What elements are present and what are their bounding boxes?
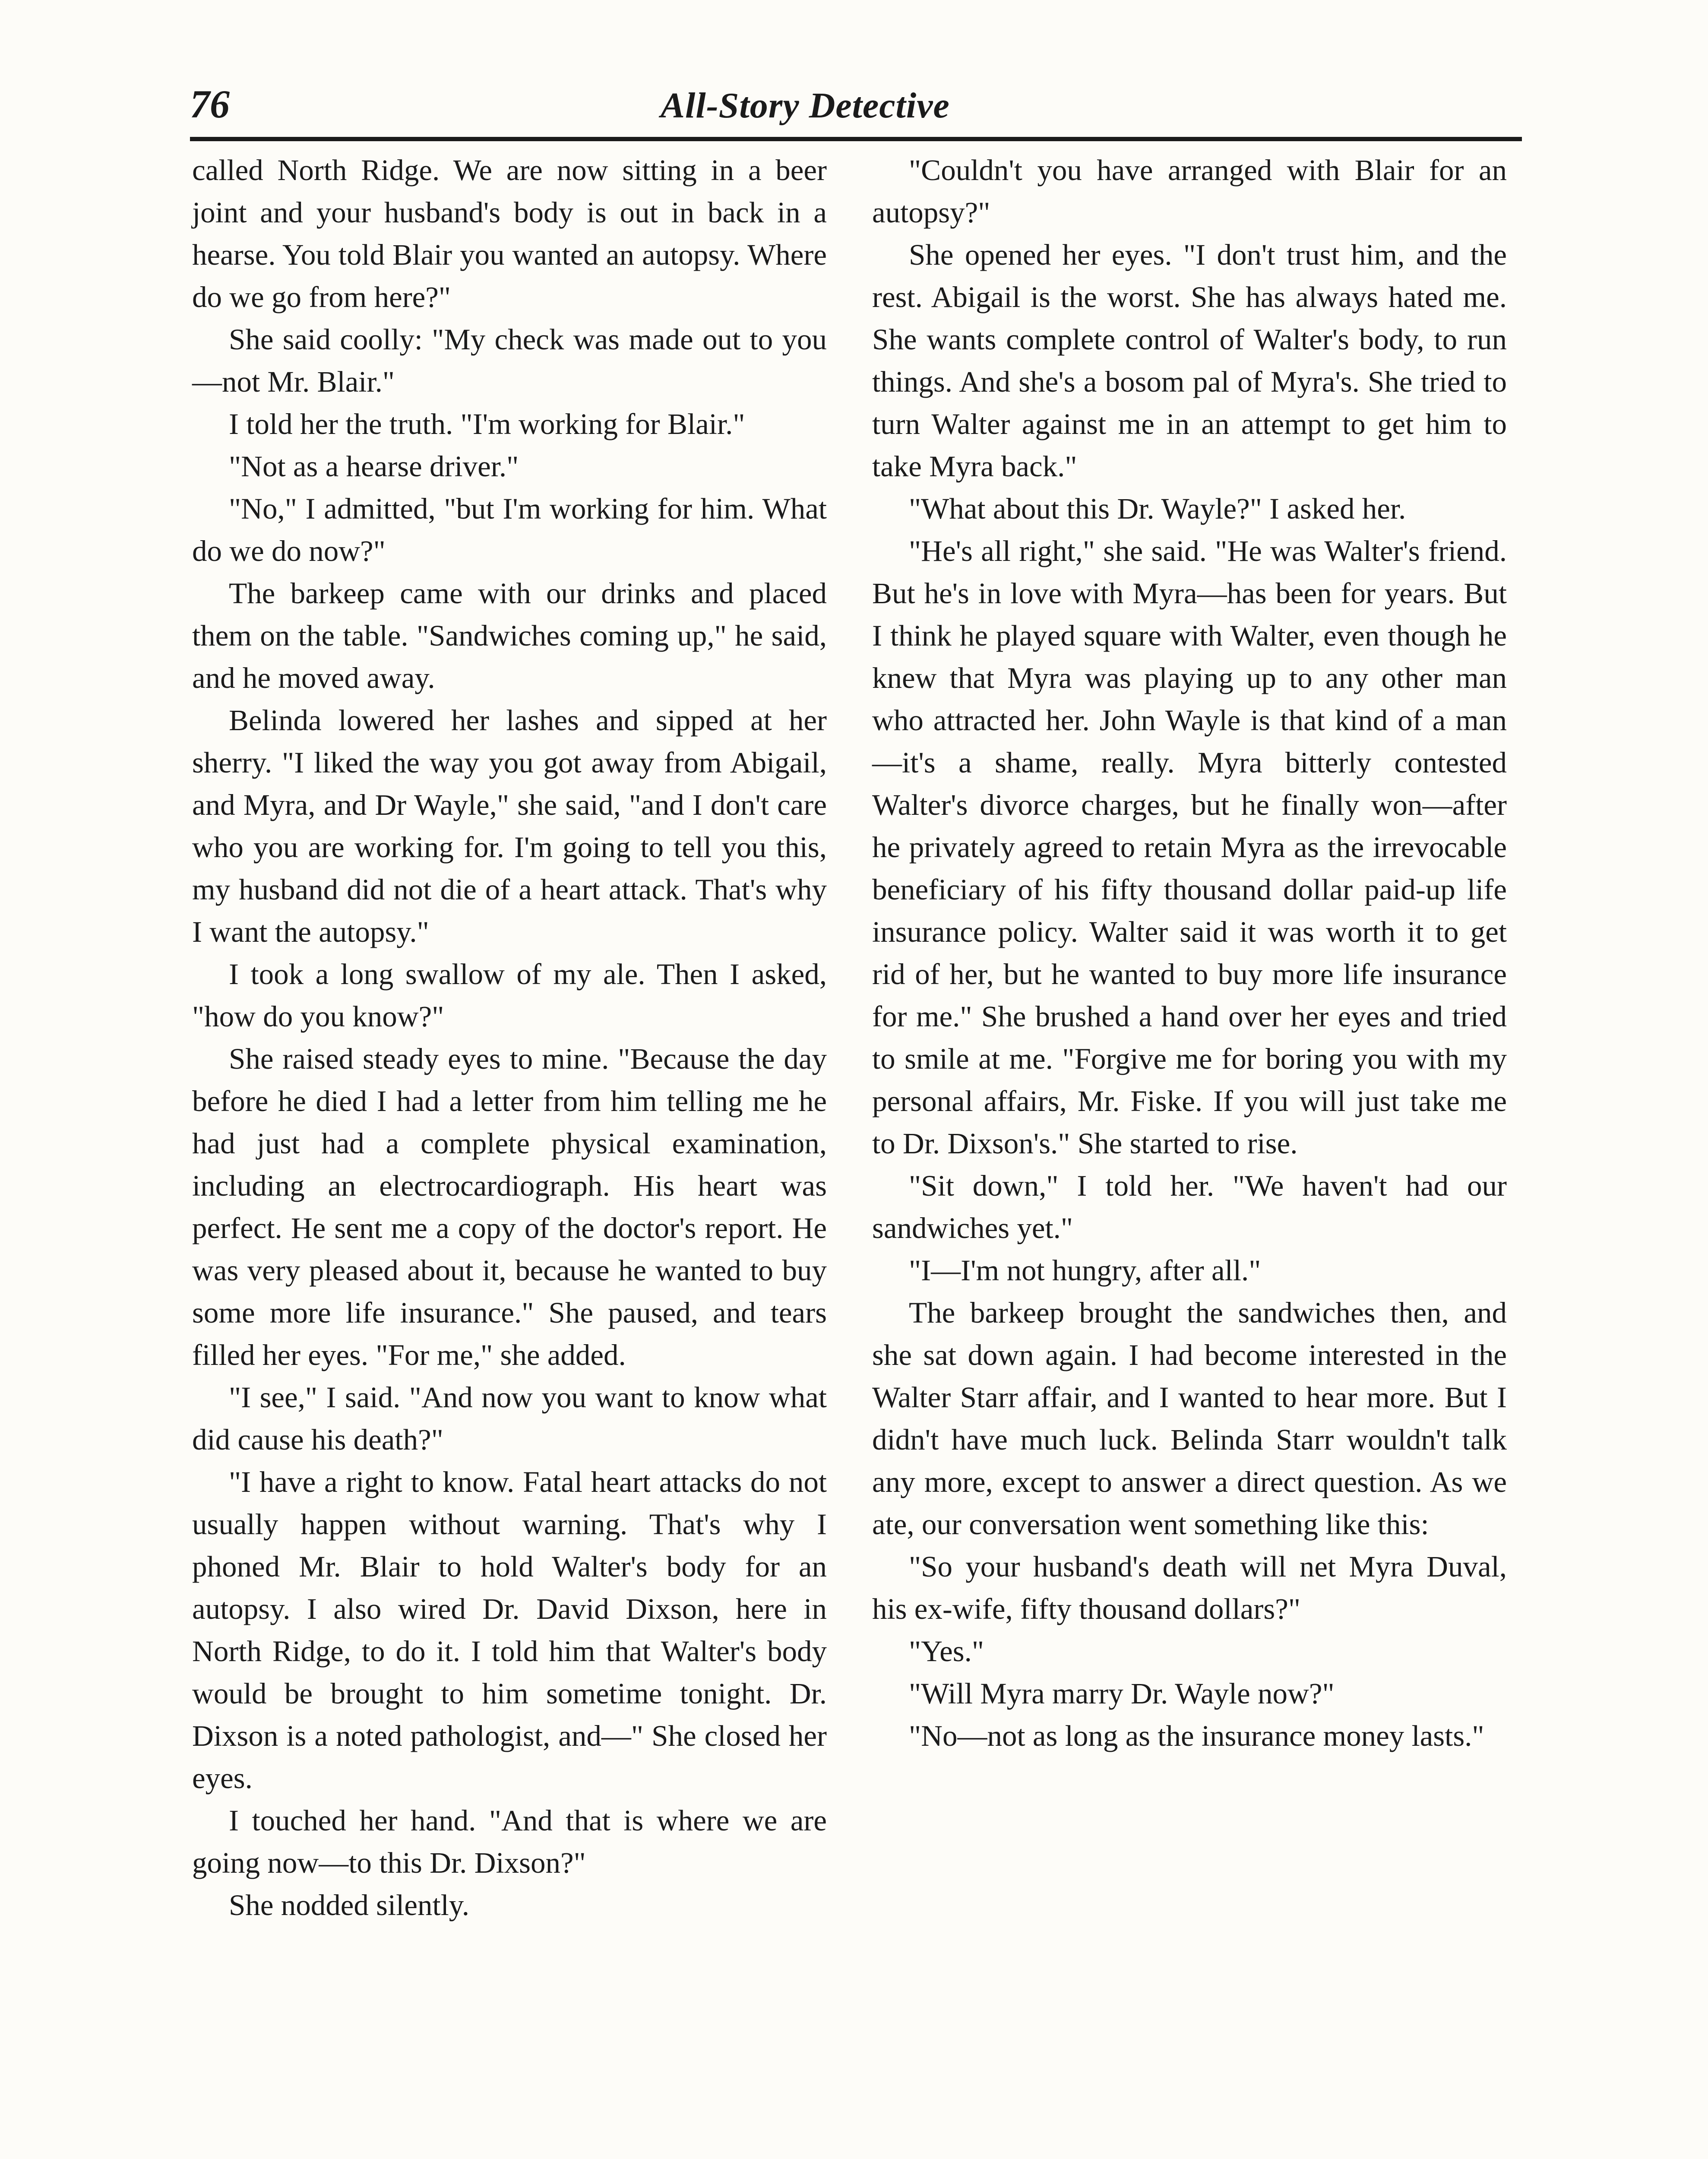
paragraph: Belinda lowered her lashes and sipped at her sherry. "I liked the way you got away from Abigail, and Myra, and Dr Wayle," she said, "and I don't care who you are working for. I'm going to tell you this, my husband did not die of a heart attack. That's why I want the autopsy." [192, 704, 827, 948]
paragraph: The barkeep came with our drinks and placed them on the table. "Sandwiches coming up," he said, and he moved away. [192, 577, 827, 694]
paragraph: "No," I admitted, "but I'm working for him. What do we do now?" [192, 492, 827, 567]
paragraph: "Sit down," I told her. "We haven't had our sandwiches yet." [872, 1169, 1507, 1244]
right-column [872, 149, 1507, 1757]
paragraph: called North Ridge. We are now sitting in a beer joint and your husband's body is out in back in a hearse. You told Blair you wanted an autopsy. Where do we go from here?" [192, 154, 827, 313]
paragraph: She opened her eyes. "I don't trust him, and the rest. Abigail is the worst. She has always hated me. She wants complete control of Walter's body, to run things. And she's a bosom pal of Myra's. She tried to turn Walter against me in an attempt to get him to take Myra back." [872, 238, 1507, 483]
paragraph: "What about this Dr. Wayle?" I asked her. [909, 492, 1406, 525]
paragraph: "Yes." [909, 1635, 984, 1668]
paragraph: "He's all right," she said. "He was Walter's friend. But he's in love with Myra—has been for years. But I think he played square with Walter, even though he knew that Myra was playing up to any other man who attracted her. John Wayle is that kind of a man—it's a shame, really. Myra bitterly contested Walter's divorce charges, but he finally won—after he privately agreed to retain Myra as the irrevocable beneficiary of his fifty thousand dollar paid-up life insurance policy. Walter said it was worth it to get rid of her, but he wanted to buy more life insurance for me." She brushed a hand over her eyes and tried to smile at me. "Forgive me for boring you with my personal affairs, Mr. Fiske. If you will just take me to Dr. Dixson's." She started to rise. [872, 535, 1507, 1160]
paragraph: I took a long swallow of my ale. Then I asked, "how do you know?" [192, 958, 827, 1033]
left-column [192, 149, 827, 1926]
paragraph: She said coolly: "My check was made out to you—not Mr. Blair." [192, 323, 827, 398]
paragraph: The barkeep brought the sandwiches then, and she sat down again. I had become interested in the Walter Starr affair, and I wanted to hear more. But I didn't have much luck. Belinda Starr wouldn't talk any more, except to answer a direct question. As we ate, our conversation went something like this: [872, 1296, 1507, 1541]
running-title: All-Story Detective [661, 85, 950, 126]
paragraph: I told her the truth. "I'm working for Blair." [229, 408, 745, 440]
paragraph: She raised steady eyes to mine. "Because the day before he died I had a letter from him telling me he had just had a complete physical examination, including an electrocardiograph. His heart was perfect. He sent me a copy of the doctor's report. He was very pleased about it, because he wanted to buy some more life insurance." She paused, and tears filled her eyes. "For me," she added. [192, 1042, 827, 1371]
page-number: 76 [190, 82, 230, 126]
paragraph: "Not as a hearse driver." [229, 450, 519, 483]
paragraph: I touched her hand. "And that is where we are going now—to this Dr. Dixson?" [192, 1804, 827, 1879]
page-header [190, 76, 1522, 140]
paragraph: "Will Myra marry Dr. Wayle now?" [909, 1677, 1335, 1710]
paragraph: She nodded silently. [229, 1889, 470, 1922]
paragraph: "So your husband's death will net Myra Duval, his ex-wife, fifty thousand dollars?" [872, 1550, 1507, 1625]
paragraph: "I have a right to know. Fatal heart attacks do not usually happen without warning. That's why I phoned Mr. Blair to hold Walter's body for an autopsy. I also wired Dr. David Dixson, here in North Ridge, to do it. I told him that Walter's body would be brought to him sometime tonight. Dr. Dixson is a noted pathologist, and—" She closed her eyes. [192, 1466, 827, 1795]
paragraph: "No—not as long as the insurance money lasts." [909, 1719, 1484, 1752]
paragraph: "I—I'm not hungry, after all." [909, 1254, 1261, 1287]
paragraph: "Couldn't you have arranged with Blair for an autopsy?" [872, 154, 1507, 229]
header-rule [190, 137, 1522, 141]
paragraph: "I see," I said. "And now you want to know what did cause his death?" [192, 1381, 827, 1456]
